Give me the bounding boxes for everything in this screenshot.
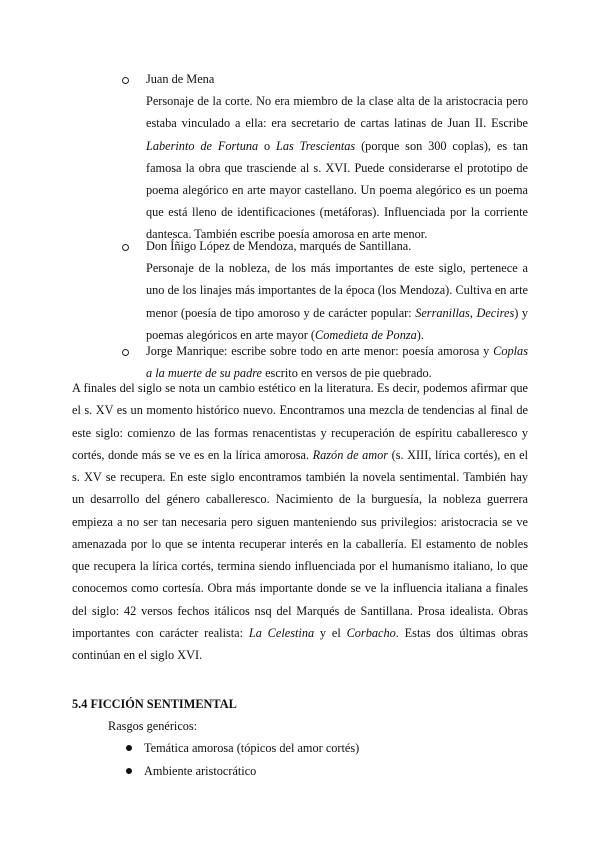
author-name: Juan de Mena	[146, 72, 215, 86]
desc-text: ,	[469, 305, 477, 320]
author-description	[146, 90, 528, 245]
desc-text: ).	[416, 327, 424, 342]
bullet-icon	[126, 745, 132, 751]
work-title: Laberinto de Fortuna	[146, 138, 259, 153]
work-title: Razón de amor	[312, 447, 389, 462]
paragraph-text: (s. XIII, lírica cortés), en el s. XV se recupera. En este siglo encontramos también la novela sentimental. También hay un desarrollo del género caballeresco. Nacimiento de la burguesía, la nobleza guerrera empieza a no ser tan necesaria pero siguen manteniendo sus privilegios: aristocracia se ve amenazada por lo que se intenta recuperar interés en la caballería. El estamento de nobles que recupera la lírica cortés, termina siendo influenciada por el humanismo italiano, lo que conocemos como cortesía. Obra más importante donde se ve la influencia italiana a finales del siglo: 42 versos fechos itálicos nsq del Marqués de Santillana. Prosa idealista. Obras importantes con carácter realista:	[72, 447, 528, 640]
list-item-text: Temática amorosa (tópicos del amor cortés)	[144, 741, 360, 755]
work-title: Corbacho	[346, 625, 396, 640]
hollow-bullet-icon	[122, 244, 129, 251]
work-title: Comedieta de Ponza	[315, 327, 417, 342]
section-intro: Rasgos genéricos:	[108, 719, 198, 733]
paragraph-text: y el	[314, 625, 347, 640]
work-title: Coplas a la muerte de su padre	[146, 344, 528, 381]
hollow-bullet-icon	[122, 77, 129, 84]
list-item-text: Ambiente aristocrático	[144, 764, 257, 778]
paragraph-text: . Estas dos últimas obras continúan en el siglo XVI.	[72, 625, 528, 662]
work-title: La Celestina	[248, 625, 315, 640]
author-name: Don Íñigo López de Mendoza, marqués de Santillana.	[146, 239, 412, 253]
paragraph-text: A finales del siglo se nota un cambio estético en la literatura. Es decir, podemos afirmar que el s. XV es un momento histórico nuevo. Encontramos una mezcla de tendencias al final de este siglo: comienzo de las formas renacentistas y recuperación de espíritu caballeresco y cortés, donde más se ve es en la lírica amorosa.	[72, 381, 528, 462]
hollow-bullet-icon	[122, 349, 129, 356]
work-title: Serranillas	[415, 305, 470, 320]
author-description	[146, 257, 528, 346]
bullet-icon	[126, 768, 132, 774]
work-title: Decires	[476, 305, 515, 320]
desc-text: ) y poemas alegóricos en arte mayor (	[146, 305, 528, 342]
work-title: Las Trescientas	[276, 138, 356, 153]
desc-text: escrito en versos de pie quebrado.	[262, 366, 432, 381]
desc-text: Jorge Manrique: escribe sobre todo en arte menor: poesía amorosa y	[146, 344, 494, 358]
body-paragraph	[72, 377, 528, 666]
desc-text: o	[258, 138, 277, 153]
desc-text: (porque son 300 coplas), es tan famosa la obra que trasciende al s. XVI. Puede considerarse el prototipo de poema alegórico en arte mayor castellano. Un poema alegórico es un poema que está lleno de identificaciones (metáforas). Influenciada por la corriente dantesca. También escribe poesía amorosa en arte menor.	[146, 138, 528, 242]
section-heading: 5.4 FICCIÓN SENTIMENTAL	[72, 697, 237, 711]
desc-text: Personaje de la nobleza, de los más importantes de este siglo, pertenece a uno de los linajes más importantes de la época (los Mendoza). Cultiva en arte menor (poesía de tipo amoroso y de carácter popular:	[146, 261, 528, 320]
desc-text: Personaje de la corte. No era miembro de la clase alta de la aristocracia pero estaba vinculado a ella: era secretario de cartas latinas de Juan II. Escribe	[146, 94, 528, 131]
